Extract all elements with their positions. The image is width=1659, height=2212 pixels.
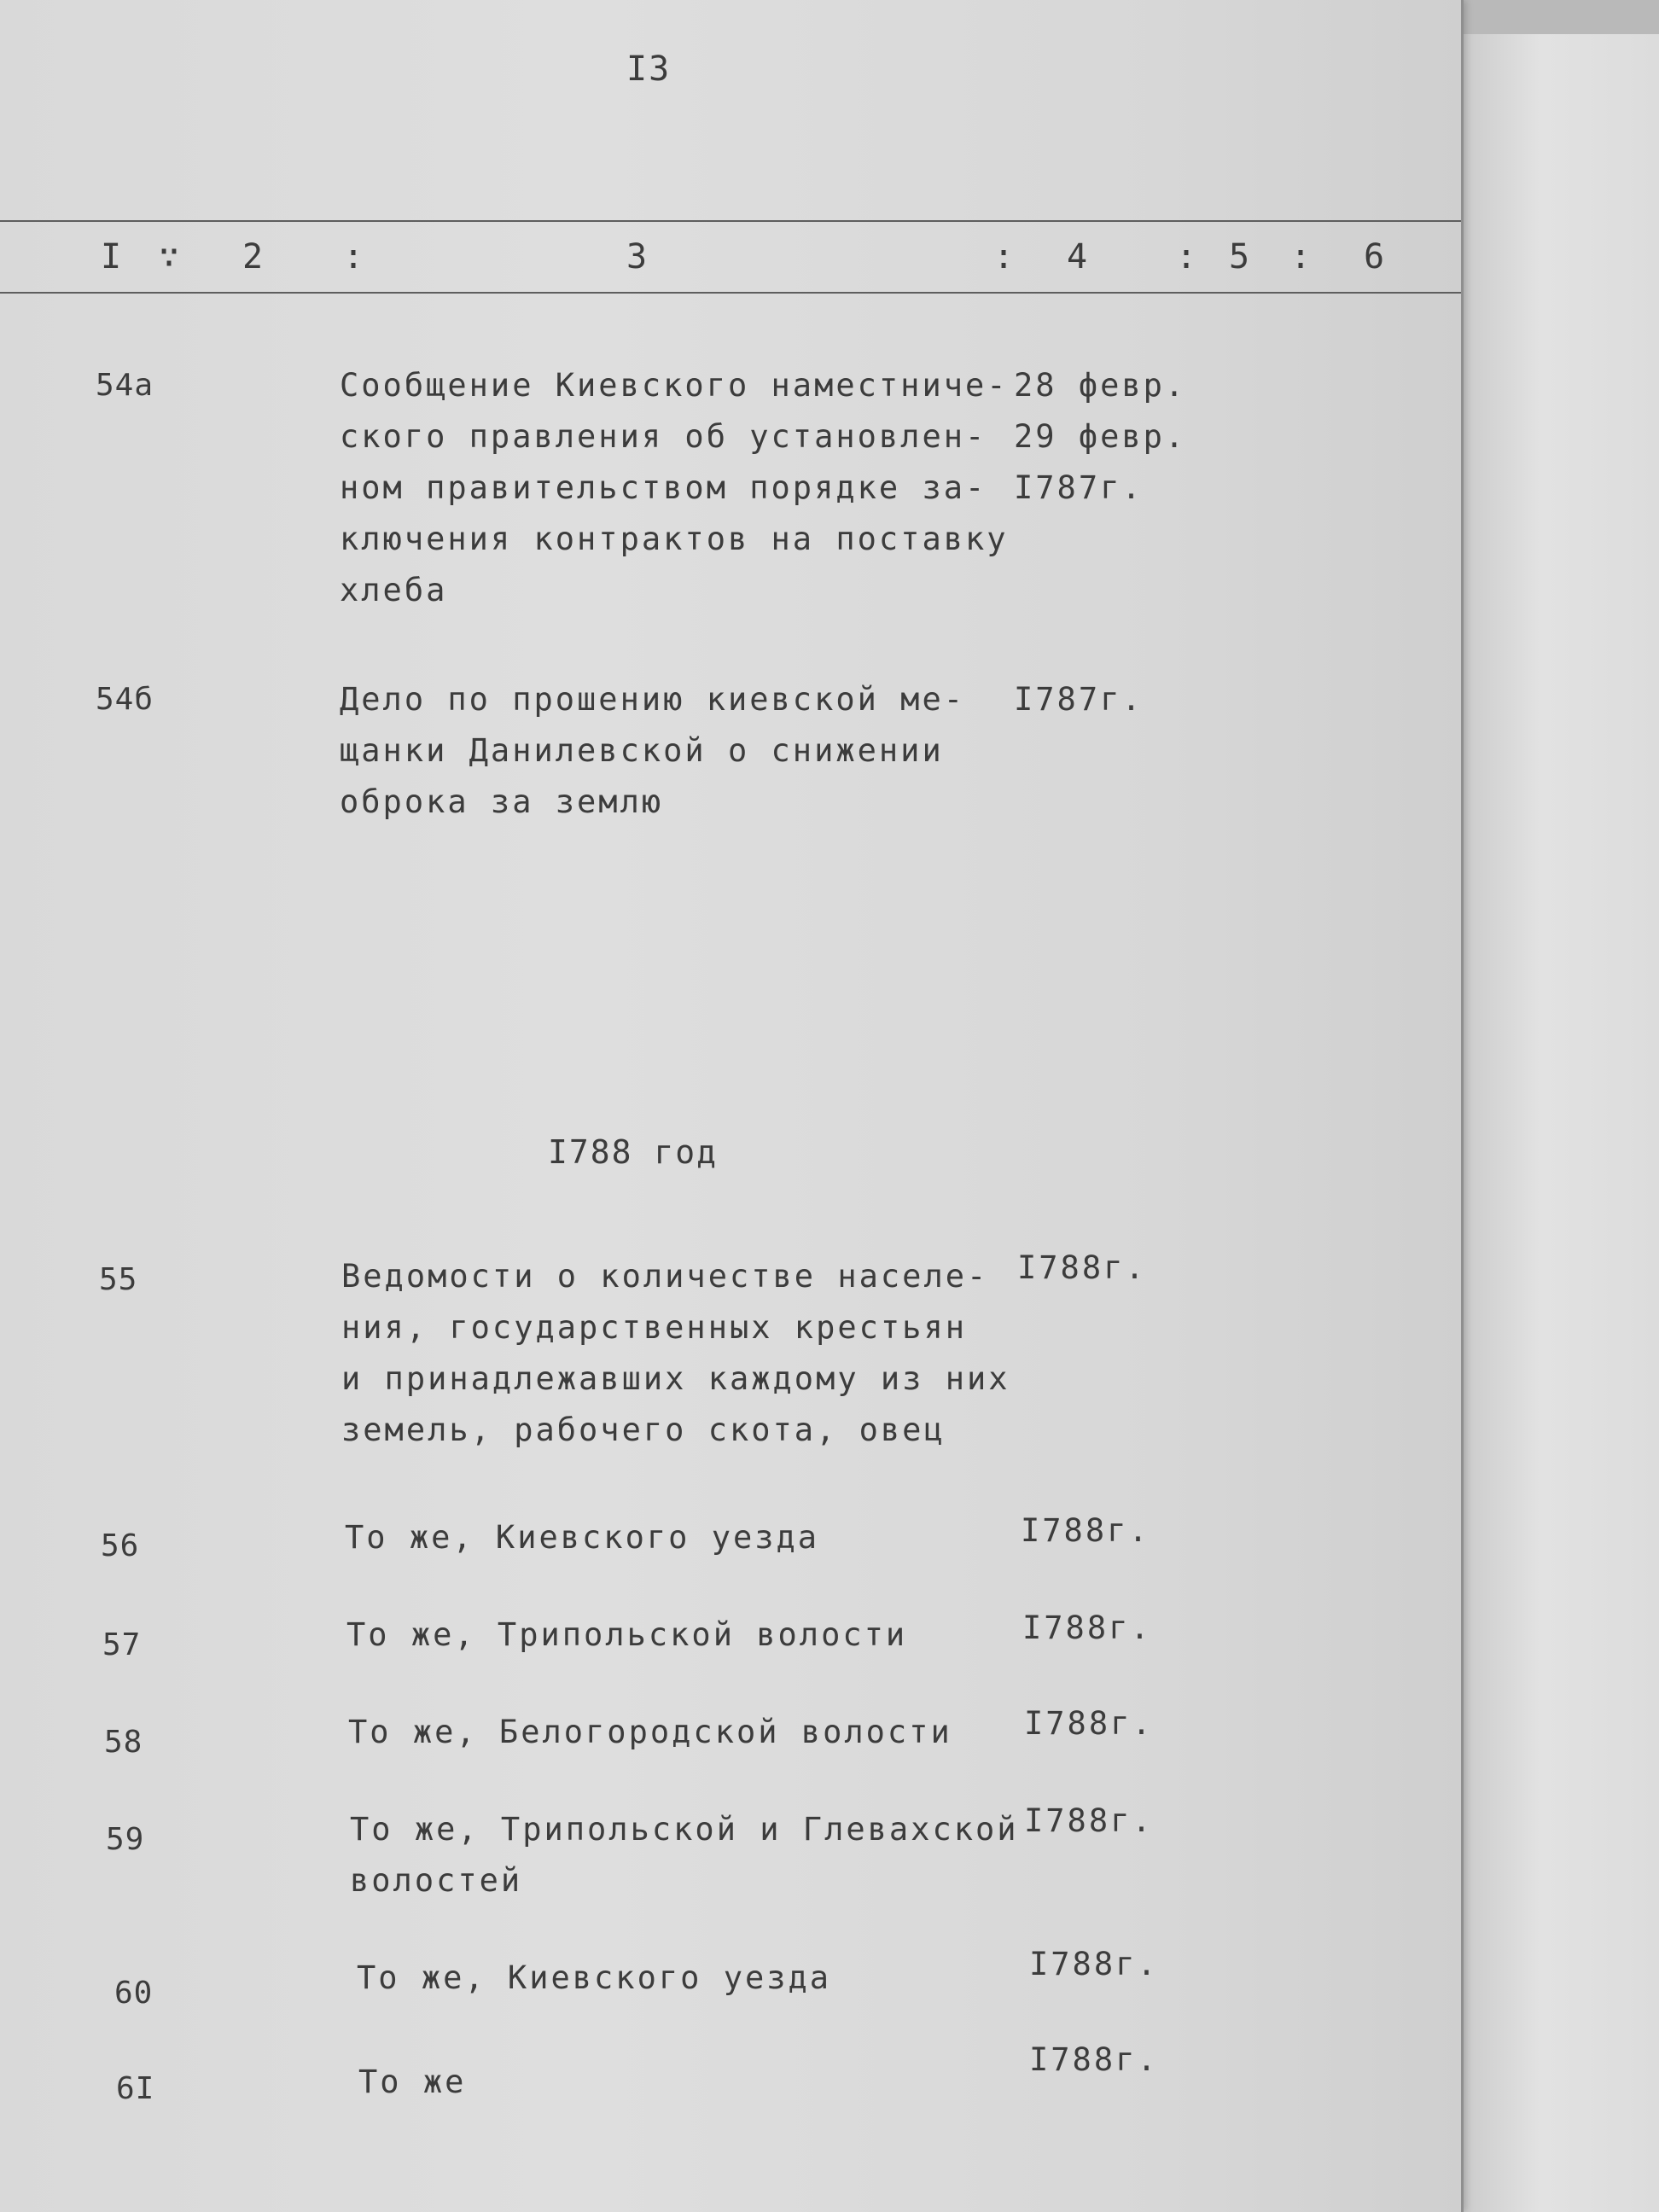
- column-header-5: 5: [1229, 237, 1250, 276]
- description-line: хлеба: [340, 572, 448, 608]
- column-separator: :: [343, 237, 364, 276]
- description-line: щанки Данилевской о снижении: [340, 732, 944, 769]
- table-header-top-rule: [0, 220, 1461, 222]
- description-line: То же, Трипольской и Глевахской: [350, 1811, 1019, 1848]
- entry-description: [357, 1953, 831, 2004]
- description-line: То же: [358, 2064, 467, 2100]
- column-header-1: I: [101, 237, 122, 276]
- entry-date: [1014, 360, 1186, 514]
- entry-date: I788г.: [1022, 1610, 1152, 1646]
- entry-date: I788г.: [1017, 1249, 1147, 1286]
- column-separator: :: [1290, 237, 1312, 276]
- underlying-page: [1461, 34, 1659, 2212]
- description-line: ключения контрактов на поставку: [340, 521, 1009, 557]
- date-line: 28 февр.: [1014, 367, 1187, 404]
- column-header-3: 3: [626, 237, 648, 276]
- entry-description: [345, 1512, 819, 1563]
- page-edge: [1461, 0, 1464, 2212]
- date-line: I787г.: [1014, 469, 1144, 506]
- entry-date: I788г.: [1024, 1802, 1154, 1839]
- description-line: оброка за землю: [340, 783, 664, 820]
- entry-description: [358, 2057, 466, 2108]
- description-line: ния, государственных крестьян: [341, 1309, 968, 1346]
- entry-number: 58: [104, 1725, 143, 1760]
- description-line: Ведомости о количестве населе-: [341, 1258, 989, 1295]
- column-header-4: 4: [1067, 237, 1088, 276]
- entry-date: [1014, 674, 1144, 725]
- description-line: То же, Белогородской волости: [348, 1714, 952, 1750]
- column-header-2: 2: [242, 237, 264, 276]
- date-line: I787г.: [1014, 681, 1144, 718]
- description-line: То же, Киевского уезда: [357, 1959, 832, 1996]
- column-separator: ∵: [159, 237, 180, 276]
- description-line: и принадлежавших каждому из них: [341, 1360, 1010, 1397]
- entry-date: I788г.: [1024, 1705, 1154, 1742]
- entry-number: 6I: [116, 2071, 155, 2106]
- description-line: То же, Киевского уезда: [345, 1519, 820, 1556]
- entry-date: I788г.: [1029, 1946, 1159, 1982]
- entry-number: 54а: [96, 368, 154, 403]
- description-line: Дело по прошению киевской ме-: [340, 681, 966, 718]
- year-heading: I788 год: [548, 1133, 719, 1171]
- column-separator: :: [993, 237, 1015, 276]
- entry-number: 57: [102, 1627, 142, 1662]
- entry-description: [341, 1251, 1010, 1456]
- entry-description: [348, 1707, 952, 1758]
- entry-number: 60: [114, 1976, 154, 2011]
- table-header-bottom-rule: [0, 292, 1461, 294]
- entry-number: 59: [106, 1822, 145, 1857]
- entry-description: [346, 1610, 907, 1661]
- column-header-6: 6: [1364, 237, 1385, 276]
- entry-number: 56: [101, 1528, 140, 1563]
- description-line: ном правительством порядке за-: [340, 469, 987, 506]
- description-line: земель, рабочего скота, овец: [341, 1412, 946, 1448]
- column-separator: :: [1176, 237, 1197, 276]
- description-line: ского правления об установлен-: [340, 418, 987, 455]
- description-line: Сообщение Киевского наместниче-: [340, 367, 1009, 404]
- entry-description: [350, 1804, 1019, 1906]
- description-line: То же, Трипольской волости: [346, 1616, 908, 1653]
- entry-description: [340, 360, 1009, 616]
- entry-description: [340, 674, 965, 828]
- entry-number: 55: [99, 1262, 138, 1297]
- description-line: волостей: [350, 1862, 523, 1899]
- entry-date: I788г.: [1029, 2041, 1159, 2078]
- date-line: 29 февр.: [1014, 418, 1187, 455]
- entry-number: 54б: [96, 682, 154, 717]
- page-number: I3: [626, 49, 672, 89]
- entry-date: I788г.: [1021, 1512, 1150, 1549]
